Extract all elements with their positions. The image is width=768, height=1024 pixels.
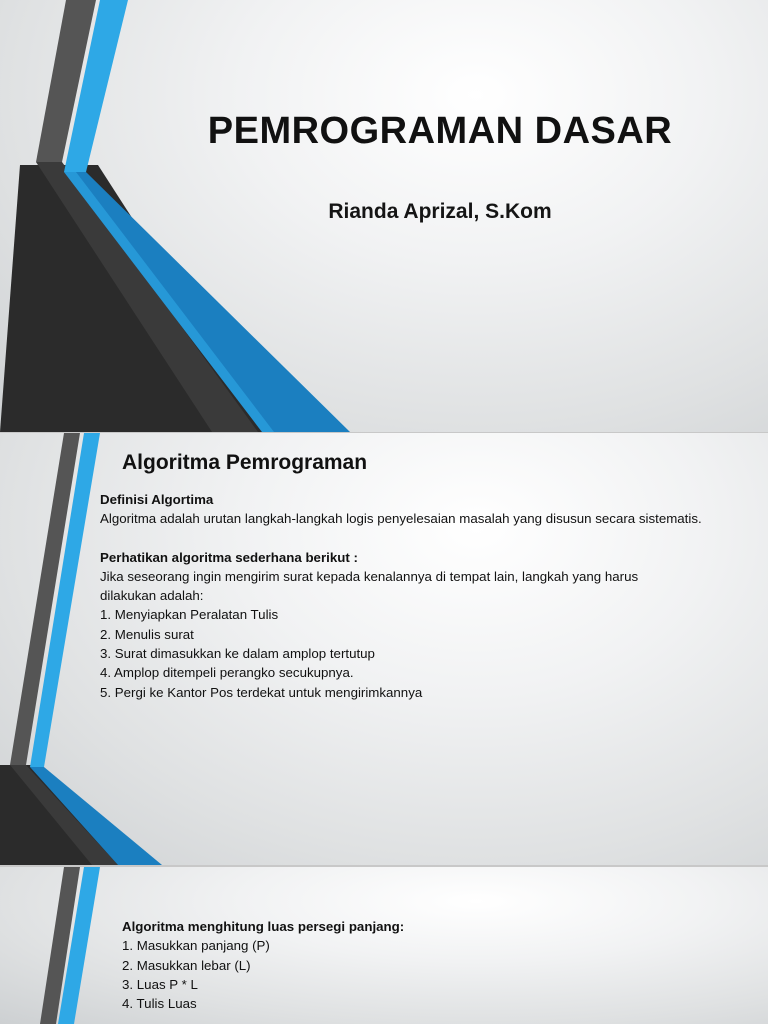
slide-title: [0, 0, 768, 432]
author-subtitle: Rianda Aprizal, S.Kom: [328, 200, 552, 223]
list-item: 5. Pergi ke Kantor Pos terdekat untuk mengirimkannya: [100, 684, 423, 700]
slide-heading: Algoritma menghitung luas persegi panjang:: [122, 919, 405, 934]
list-item: 1. Menyiapkan Peralatan Tulis: [100, 607, 279, 623]
slide-body: [100, 490, 702, 702]
slide-heading: Algoritma Pemrograman: [122, 451, 368, 474]
definition-text: Algoritma adalah urutan langkah-langkah logis penyelesaian masalah yang disusun secara sistematis.: [100, 511, 702, 527]
list-item: 1. Masukkan panjang (P): [122, 938, 270, 954]
example-intro: dilakukan adalah:: [100, 588, 204, 604]
example-heading: Perhatikan algoritma sederhana berikut :: [100, 549, 358, 565]
list-item: 3. Luas P * L: [122, 976, 198, 992]
slide-algoritma: [0, 433, 768, 865]
definition-heading: Definisi Algortima: [100, 492, 214, 507]
list-item: 2. Masukkan lebar (L): [122, 957, 251, 973]
list-item: 4. Amplop ditempeli perangko secukupnya.: [100, 665, 354, 681]
list-item: 3. Surat dimasukkan ke dalam amplop tertutup: [100, 646, 375, 662]
slide-body: [122, 917, 404, 1013]
page-title: PEMROGRAMAN DASAR: [207, 110, 673, 152]
list-item: 4. Tulis Luas: [122, 996, 197, 1012]
example-intro: Jika seseorang ingin mengirim surat kepada kenalannya di tempat lain, langkah yang harus: [100, 568, 639, 584]
spacer: [100, 529, 702, 548]
slide-luas: [0, 867, 768, 1024]
list-item: 2. Menulis surat: [100, 626, 194, 642]
